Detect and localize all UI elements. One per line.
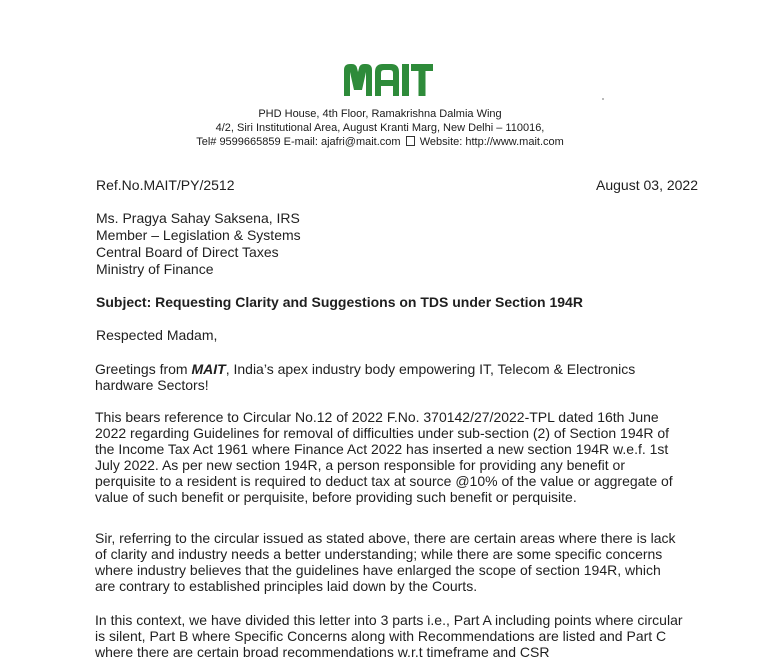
paragraph-line: where industry believes that the guidelines have enlarged the scope of section 194R, which [95,562,661,578]
paragraph-line: Sir, referring to the circular issued as stated above, there are certain areas where there is lack [95,530,676,546]
addressee-line: Ms. Pragya Sahay Saksena, IRS [96,210,300,226]
paragraph-line: July 2022. As per new section 194R, a person responsible for providing any benefit or [95,457,625,473]
scan-speck [602,98,604,100]
paragraph-line: 2022 regarding Guidelines for removal of difficulties under sub-section (2) of Section 194R of [95,425,670,441]
paragraph-line: value of such benefit or perquisite, before providing such benefit or perquisite. [95,489,577,505]
salutation: Respected Madam, [96,327,218,343]
paragraph-structure [95,612,697,660]
letterhead-website: Website: http://www.mait.com [419,136,564,148]
paragraph-line: is silent, Part B where Specific Concerns along with Recommendations are listed and Part C [95,628,667,644]
letterhead-address-line-1: PHD House, 4th Floor, Ramakrishna Dalmia Wing [258,108,502,120]
letterhead-phone-email: Tel# 9599665859 E-mail: ajafri@mait.com [196,136,401,148]
paragraph-concerns [95,530,697,594]
letterhead-contact-line [0,135,760,149]
mait-emphasis: MAIT [191,361,226,377]
paragraph-line: the Income Tax Act 1961 where Finance Act 2022 has inserted a new section 194R w.e.f. 1st [95,441,669,457]
paragraph-greeting [95,361,697,393]
paragraph-line: are contrary to established principles laid down by the Courts. [95,578,478,594]
letter-date: August 03, 2022 [596,177,698,193]
box-bullet-icon [406,136,415,146]
paragraph-line [95,361,697,377]
greeting-text: Greetings from [95,361,192,377]
paragraph-line: hardware Sectors! [95,377,209,393]
paragraph-line: perquisite to a resident is required to deduct tax at source @10% of the value or aggregate of [95,473,673,489]
paragraph-line: of clarity and industry needs a better understanding; while there are some specific concerns [95,546,663,562]
addressee-line: Member – Legislation & Systems [96,227,301,243]
paragraph-line: In this context, we have divided this letter into 3 parts i.e., Part A including points where circular [95,612,683,628]
greeting-text-cont: , India’s apex industry body empowering IT, Telecom & Electronics [225,361,636,377]
addressee-line: Central Board of Direct Taxes [96,244,279,260]
paragraph-line: This bears reference to Circular No.12 of 2022 F.No. 370142/27/2022-TPL dated 16th June [95,409,659,425]
addressee-block [96,210,301,278]
paragraph-circular-reference [95,409,697,505]
reference-number: Ref.No.MAIT/PY/2512 [96,177,235,193]
mait-logo [342,60,434,100]
paragraph-line: where there are certain broad recommendations w.r.t timeframe and CSR [95,644,550,660]
letterhead-address-line-2: 4/2, Siri Institutional Area, August Kranti Marg, New Delhi – 110016, [215,122,545,134]
subject-line: Subject: Requesting Clarity and Suggestions on TDS under Section 194R [96,294,583,310]
addressee-line: Ministry of Finance [96,261,214,277]
